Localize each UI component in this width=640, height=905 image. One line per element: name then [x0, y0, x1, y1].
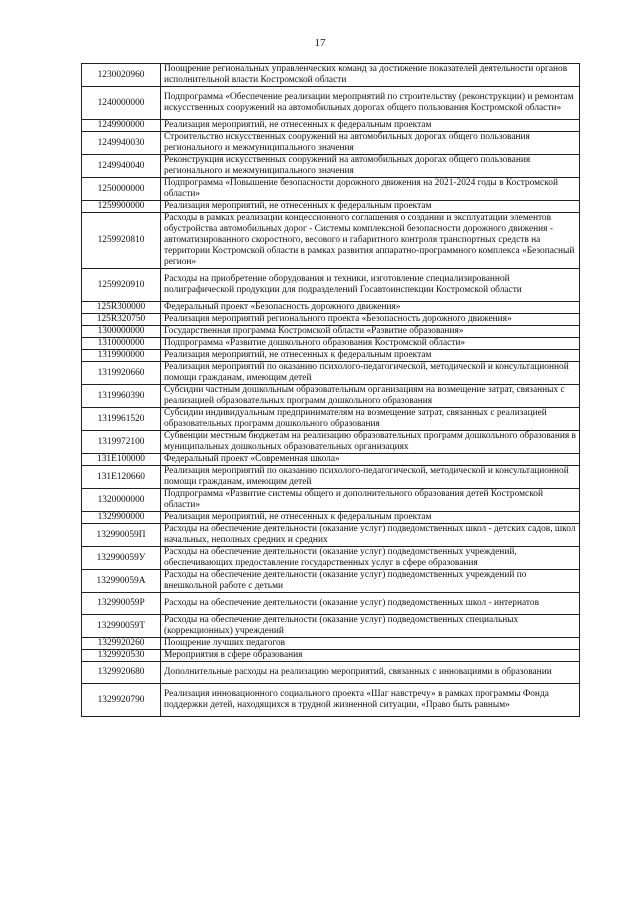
row-name: Федеральный проект «Современная школа»	[161, 454, 580, 466]
row-code: 1319920660	[82, 362, 161, 385]
budget-code-table	[81, 63, 580, 717]
table-row	[82, 314, 580, 326]
row-code: 1249900000	[82, 120, 161, 132]
row-code: 1329920790	[82, 684, 161, 717]
table-row	[82, 593, 580, 615]
table-row	[82, 489, 580, 512]
table-row	[82, 512, 580, 524]
table-row	[82, 524, 580, 547]
table-row	[82, 350, 580, 362]
row-name: Расходы на обеспечение деятельности (оказание услуг) подведомственных специальных (коррекционных) учреждений	[161, 615, 580, 638]
row-code: 1320000000	[82, 489, 161, 512]
row-code: 132990059А	[82, 570, 161, 593]
row-code: 1249940040	[82, 155, 161, 178]
row-name: Строительство искусственных сооружений на автомобильных дорогах общего пользования регионального и межмуниципального значения	[161, 132, 580, 155]
row-code: 131E100000	[82, 454, 161, 466]
row-code: 1259900000	[82, 201, 161, 213]
table-row	[82, 454, 580, 466]
row-code: 1230020960	[82, 64, 161, 87]
row-code: 125R300000	[82, 302, 161, 314]
row-name: Реализация мероприятий, не отнесенных к федеральным проектам	[161, 120, 580, 132]
table-row	[82, 120, 580, 132]
row-name: Мероприятия в сфере образования	[161, 650, 580, 662]
table-row	[82, 326, 580, 338]
row-code: 132990059П	[82, 524, 161, 547]
row-code: 1329920680	[82, 662, 161, 684]
table-row	[82, 615, 580, 638]
table-row	[82, 547, 580, 570]
table-row	[82, 638, 580, 650]
table-row	[82, 662, 580, 684]
row-name: Реконструкция искусственных сооружений на автомобильных дорогах общего пользования регионального и межмуниципального значения	[161, 155, 580, 178]
row-name: Подпрограмма «Повышение безопасности дорожного движения на 2021-2024 годы в Костромской области»	[161, 178, 580, 201]
table-row	[82, 684, 580, 717]
row-code: 1319900000	[82, 350, 161, 362]
row-code: 1319960390	[82, 385, 161, 408]
row-code: 1259920910	[82, 269, 161, 302]
row-name: Реализация мероприятий, не отнесенных к федеральным проектам	[161, 512, 580, 524]
row-code: 1319972100	[82, 431, 161, 454]
row-code: 131E120660	[82, 466, 161, 489]
row-name: Субсидии индивидуальным предпринимателям на возмещение затрат, связанных с реализацией образовательных программ дошкольного образования	[161, 408, 580, 431]
table-row	[82, 466, 580, 489]
table-row	[82, 178, 580, 201]
row-name: Подпрограмма «Развитие дошкольного образования Костромской области»	[161, 338, 580, 350]
row-name: Реализация мероприятий по оказанию психолого-педагогической, методической и консультационной помощи гражданам, имеющим детей	[161, 362, 580, 385]
row-code: 1259920810	[82, 213, 161, 269]
row-name: Реализация мероприятий по оказанию психолого-педагогической, методической и консультационной помощи гражданам, имеющим детей	[161, 466, 580, 489]
table-row	[82, 155, 580, 178]
row-name: Субсидии частным дошкольным образовательным организациям на возмещение затрат, связанных с реализацией образовательных программ дошкольного образования	[161, 385, 580, 408]
row-code: 1300000000	[82, 326, 161, 338]
table-row	[82, 64, 580, 87]
row-name: Реализация мероприятий, не отнесенных к федеральным проектам	[161, 201, 580, 213]
table-row	[82, 302, 580, 314]
row-name: Расходы на обеспечение деятельности (оказание услуг) подведомственных школ - детских садов, школ начальных, неполных средних и средних	[161, 524, 580, 547]
row-name: Поощрение лучших педагогов	[161, 638, 580, 650]
table-row	[82, 431, 580, 454]
row-name: Расходы на приобретение оборудования и техники, изготовление специализированной полиграфической продукции для подразделений Госавтоинспекции Костромской области	[161, 269, 580, 302]
row-name: Дополнительные расходы на реализацию мероприятий, связанных с инновациями в образовании	[161, 662, 580, 684]
table-row	[82, 87, 580, 120]
row-code: 132990059Р	[82, 593, 161, 615]
table-row	[82, 132, 580, 155]
row-name: Реализация мероприятий регионального проекта «Безопасность дорожного движения»	[161, 314, 580, 326]
row-name: Реализация инновационного социального проекта «Шаг навстречу» в рамках программы Фонда поддержки детей, находящихся в трудной жизненной ситуации, «Право быть равным»	[161, 684, 580, 717]
row-name: Поощрение региональных управленческих команд за достижение показателей деятельности органов исполнительной власти Костромской области	[161, 64, 580, 87]
row-code: 132990059Т	[82, 615, 161, 638]
table-row	[82, 408, 580, 431]
table-row	[82, 338, 580, 350]
row-name: Государственная программа Костромской области «Развитие образования»	[161, 326, 580, 338]
table-row	[82, 650, 580, 662]
row-name: Расходы в рамках реализации концессионного соглашения о создании и эксплуатации элементов обустройства автомобильных дорог - Системы комплексной безопасности дорожного движения - автоматизированного скоростного, весового и габаритного контроля транспортных средств на территории Костромской области в рамках развития аппаратно-программного комплекса «Безопасный регион»	[161, 213, 580, 269]
row-code: 1310000000	[82, 338, 161, 350]
row-name: Подпрограмма «Развитие системы общего и дополнительного образования детей Костромской области»	[161, 489, 580, 512]
table-row	[82, 362, 580, 385]
row-code: 1319961520	[82, 408, 161, 431]
row-name: Федеральный проект «Безопасность дорожного движения»	[161, 302, 580, 314]
row-name: Реализация мероприятий, не отнесенных к федеральным проектам	[161, 350, 580, 362]
table-row	[82, 201, 580, 213]
row-name: Субвенции местным бюджетам на реализацию образовательных программ дошкольного образования в муниципальных дошкольных образовательных организациях	[161, 431, 580, 454]
row-code: 1240000000	[82, 87, 161, 120]
row-code: 1329900000	[82, 512, 161, 524]
row-code: 132990059У	[82, 547, 161, 570]
row-name: Расходы на обеспечение деятельности (оказание услуг) подведомственных учреждений по внешкольной работе с детьми	[161, 570, 580, 593]
page-number: 17	[314, 37, 326, 49]
row-code: 1250000000	[82, 178, 161, 201]
table-row	[82, 213, 580, 269]
table-row	[82, 269, 580, 302]
row-code: 125R320750	[82, 314, 161, 326]
row-name: Подпрограмма «Обеспечение реализации мероприятий по строительству (реконструкции) и ремонтам искусственных сооружений на автомобильных дорогах общего пользования Костромской области»	[161, 87, 580, 120]
row-name: Расходы на обеспечение деятельности (оказание услуг) подведомственных школ - интернатов	[161, 593, 580, 615]
row-name: Расходы на обеспечение деятельности (оказание услуг) подведомственных учреждений, обеспечивающих предоставление государственных услуг в сфере образования	[161, 547, 580, 570]
row-code: 1329920260	[82, 638, 161, 650]
table-row	[82, 385, 580, 408]
row-code: 1329920530	[82, 650, 161, 662]
row-code: 1249940030	[82, 132, 161, 155]
table-row	[82, 570, 580, 593]
table-body	[82, 64, 580, 717]
